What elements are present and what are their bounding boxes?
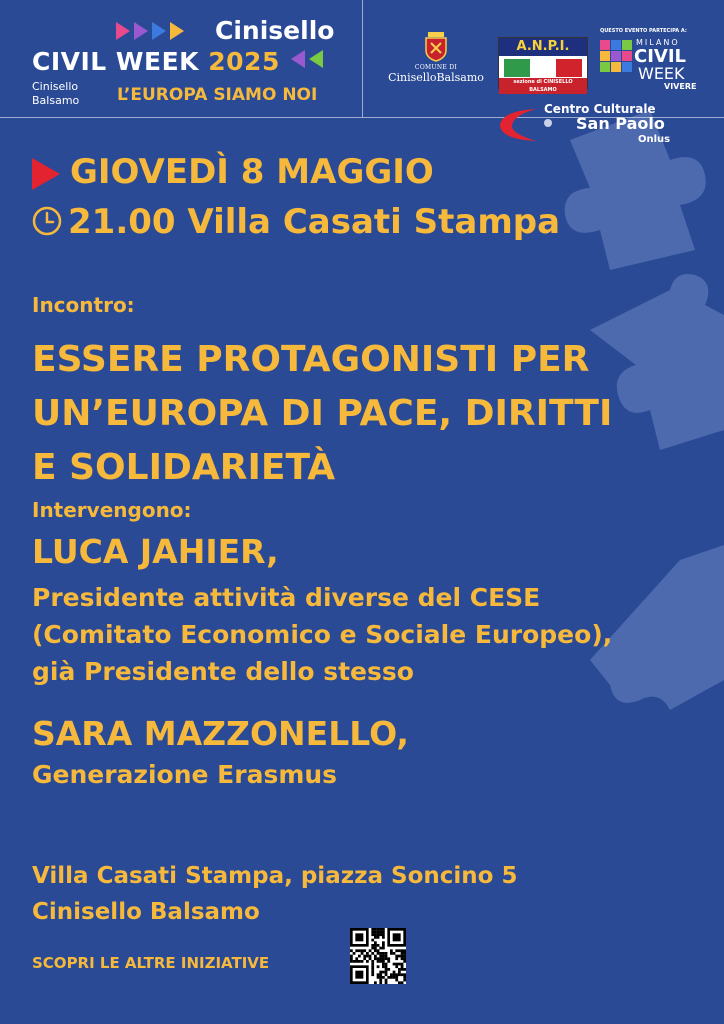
anpi-logo bbox=[498, 37, 588, 93]
speaker2-name: SARA MAZZONELLO, bbox=[32, 714, 409, 753]
speaker1-desc-line: già Presidente dello stesso bbox=[32, 657, 414, 686]
milano-civil-week-logo bbox=[600, 28, 700, 91]
comune-logo bbox=[388, 30, 484, 84]
logo-year: 2025 bbox=[208, 47, 280, 76]
event-title-line: ESSERE PROTAGONISTI PER bbox=[32, 339, 590, 380]
mcw-week: WEEK bbox=[638, 64, 685, 83]
event-title-line: E SOLIDARIETÀ bbox=[32, 447, 336, 488]
header-divider bbox=[362, 0, 363, 117]
speaker1-name: LUCA JAHIER, bbox=[32, 532, 279, 571]
speakers-label: Intervengono: bbox=[32, 498, 192, 522]
qr-code-icon[interactable] bbox=[350, 928, 406, 984]
logo-event-name: CIVIL WEEK bbox=[32, 47, 200, 76]
mcw-squares-icon bbox=[600, 40, 632, 72]
speaker2-description: Generazione Erasmus bbox=[32, 760, 338, 789]
cta-text: SCOPRI LE ALTRE INIZIATIVE bbox=[32, 954, 270, 972]
csp-name-line2: San Paolo bbox=[576, 114, 665, 133]
address-line: Cinisello Balsamo bbox=[32, 899, 260, 925]
logo-subtitle: Cinisello Balsamo bbox=[32, 80, 80, 107]
speaker1-description bbox=[32, 579, 612, 690]
speaker1-desc-line: Presidente attività diverse del CESE bbox=[32, 583, 541, 612]
event-type-label: Incontro: bbox=[32, 293, 135, 317]
anpi-section: sezione di CINISELLO BALSAMO bbox=[499, 78, 587, 94]
play-triangle-icon bbox=[32, 158, 60, 190]
mcw-city: MILANO bbox=[636, 38, 680, 47]
event-address bbox=[32, 858, 517, 930]
logo-slogan: L’EUROPA SIAMO NOI bbox=[117, 85, 318, 105]
speaker1-desc-line: (Comitato Economico e Sociale Europeo), bbox=[32, 620, 613, 649]
event-title bbox=[32, 333, 612, 495]
civil-week-arrows-right-icon bbox=[291, 50, 323, 68]
italian-flag-icon bbox=[504, 59, 582, 77]
civil-week-arrows-icon bbox=[116, 22, 184, 40]
anpi-title: A.N.P.I. bbox=[499, 38, 587, 56]
address-line: Villa Casati Stampa, piazza Soncino 5 bbox=[32, 863, 518, 889]
mcw-civil: CIVIL bbox=[634, 46, 687, 67]
comune-name: CiniselloBalsamo bbox=[388, 71, 484, 84]
mcw-vivere: VIVERE bbox=[664, 82, 697, 91]
csp-name-line1: Centro Culturale bbox=[544, 102, 656, 116]
clock-icon bbox=[31, 205, 63, 237]
comune-label: COMUNE DI bbox=[414, 64, 458, 71]
event-time-place: 21.00 Villa Casati Stampa bbox=[68, 202, 561, 242]
event-date: GIOVEDÌ 8 MAGGIO bbox=[70, 152, 434, 192]
csp-onlus: Onlus bbox=[638, 134, 671, 145]
coat-of-arms-icon bbox=[423, 30, 449, 62]
mcw-label: QUESTO EVENTO PARTECIPA A: bbox=[600, 28, 687, 34]
logo-title bbox=[32, 47, 280, 76]
logo-city: Cinisello bbox=[215, 16, 335, 45]
event-title-line: UN’EUROPA DI PACE, DIRITTI bbox=[32, 393, 613, 434]
